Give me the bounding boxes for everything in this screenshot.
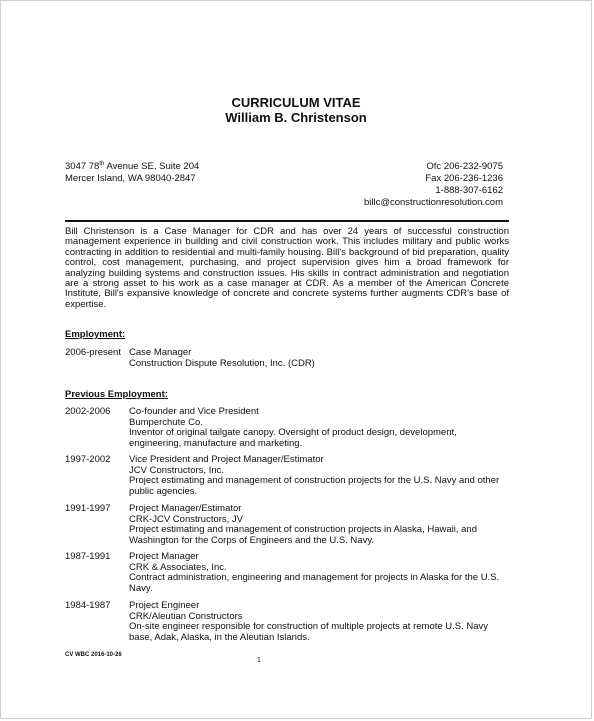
previous-entry-company: JCV Constructors, Inc.: [129, 464, 225, 476]
address-ordinal-suffix: th: [99, 160, 105, 167]
email-address: billc@constructionresolution.com: [363, 197, 503, 208]
previous-entry-role: Project Engineer: [129, 600, 200, 611]
previous-entry-dates: 1991-1997: [65, 503, 111, 514]
previous-entry: [65, 407, 509, 449]
previous-entry-description: Project estimating and management of construction projects for the U.S. Navy and other public agencies.: [129, 475, 500, 497]
previous-entry: [65, 552, 509, 594]
employment-dates: 2006-present: [65, 347, 121, 358]
previous-entry-dates: 1987-1991: [65, 551, 111, 562]
previous-entry: [65, 455, 509, 497]
toll-free-phone: 1-888-307-6162: [435, 185, 503, 196]
previous-entry: [65, 601, 509, 643]
employment-company: Construction Dispute Resolution, Inc. (CDR): [129, 357, 315, 369]
previous-entry-role: Vice President and Project Manager/Estimator: [129, 454, 324, 465]
previous-entry-role: Project Manager/Estimator: [129, 503, 242, 514]
fax-number: Fax 206-236-1236: [425, 173, 503, 184]
previous-entry: [65, 504, 509, 546]
previous-entry-company: Bumperchute Co.: [129, 416, 203, 428]
address-line-2: Mercer Island, WA 98040-2847: [65, 173, 196, 184]
previous-entry-description: Contract administration, engineering and management for projects in Alaska for the U.S. Navy.: [129, 572, 500, 594]
office-phone: Ofc 206-232-9075: [426, 161, 503, 172]
employment-entry: [65, 348, 509, 369]
address-street-name: Avenue SE, Suite 204: [104, 161, 200, 172]
previous-entry-company: CRK & Associates, Inc.: [129, 561, 227, 573]
previous-entry-description: Inventor of original tailgate canopy. Oversight of product design, development, engineering, manufacture and marketing.: [129, 427, 457, 449]
header-divider: [65, 220, 509, 222]
employment-role: Case Manager: [129, 347, 192, 358]
address-street-number: 3047 78: [65, 161, 100, 172]
address-block: [65, 161, 199, 185]
previous-entry-role: Project Manager: [129, 551, 199, 562]
previous-employment-heading: Previous Employment:: [65, 389, 168, 400]
employment-heading: Employment:: [65, 329, 126, 340]
previous-entry-company: CRK/Aleutian Constructors: [129, 610, 243, 622]
address-line-1: [65, 161, 199, 173]
previous-entry-company: CRK-JCV Constructors, JV: [129, 513, 244, 525]
previous-entry-dates: 1984-1987: [65, 600, 111, 611]
previous-entry-description: Project estimating and management of construction projects in Alaska, Hawaii, and Washington for the Corps of Engineers and the U.S. Navy.: [129, 524, 477, 546]
previous-entry-dates: 1997-2002: [65, 454, 111, 465]
previous-entry-description: On-site engineer responsible for construction of multiple projects at remote U.S. Navy base, Adak, Alaska, in the Aleutian Islands.: [129, 621, 489, 643]
document-footer: CV WBC 2016-10-26: [65, 652, 122, 658]
page-number: 1: [257, 657, 261, 664]
summary-paragraph: Bill Christenson is a Case Manager for CDR and has over 24 years of successful construction management experience in building and civil construction work. This includes military and public works contracting in addition to residential and multi-family housing. Bill's background of bid preparation, quality control, cost management, purchasing, and project supervision gives him a broad framework for analyzing building systems and construction issues. His skills in contract administration and negotiation are a strong asset to his work as a case manager at CDR. As a member of the American Concrete Institute, Bill's expansive knowledge of concrete and concrete systems further augments CDR's base of expertise.: [65, 226, 509, 310]
previous-entry-role: Co-founder and Vice President: [129, 406, 259, 417]
previous-entry-dates: 2002-2006: [65, 406, 111, 417]
contact-block: [364, 161, 503, 209]
candidate-name: William B. Christenson: [225, 110, 367, 125]
document-title: CURRICULUM VITAE: [231, 95, 361, 110]
